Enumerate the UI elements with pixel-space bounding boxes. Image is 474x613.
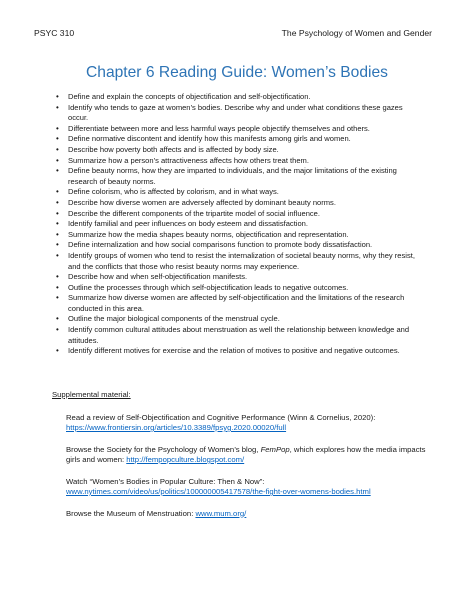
frontiers-article-link[interactable]: https://www.frontiersin.org/articles/10.3389/fpsyg.2020.00020/full: [66, 423, 287, 432]
header-course-title: The Psychology of Women and Gender: [281, 28, 432, 38]
page-title: Chapter 6 Reading Guide: Women’s Bodies: [86, 64, 388, 81]
list-item: • Summarize how diverse women are affected by self-objectification and the limitations of the research conducted in this area.: [52, 293, 422, 314]
list-item: • Define colorism, who is affected by colorism, and in what ways.: [52, 187, 422, 198]
museum-link[interactable]: www.mum.org/: [195, 508, 247, 518]
supplemental-item-museum: [66, 509, 432, 520]
supplemental-item-video: [66, 477, 432, 498]
list-item: • Describe how poverty both affects and is affected by body size.: [52, 145, 422, 156]
list-item: • Identify familial and peer influences on body esteem and dissatisfaction.: [52, 219, 422, 230]
supplemental-text: Browse the Museum of Menstruation:: [66, 508, 196, 518]
supplemental-item-review: [66, 413, 432, 434]
list-item: • Identify groups of women who tend to resist the internalization of societal beauty norms, why they resist, and the conflicts that those who resist beauty norms may experience.: [52, 251, 422, 272]
list-item: • Identify common cultural attitudes about menstruation as well the relationship between knowledge and attitudes.: [52, 325, 422, 346]
list-item: • Describe how and when self-objectification manifests.: [52, 272, 422, 283]
objectives-list: [52, 92, 422, 357]
list-item: • Define internalization and how social comparisons function to promote body dissatisfaction.: [52, 240, 422, 251]
supplemental-section: [52, 390, 432, 530]
list-item: • Differentiate between more and less harmful ways people objectify themselves and others.: [52, 124, 422, 135]
supplemental-text: Read a review of Self-Objectification and Cognitive Performance (Winn & Cornelius, 2020):: [66, 412, 376, 422]
fempop-blog-link[interactable]: http://fempopculture.blogspot.com/: [126, 455, 245, 464]
list-item: • Define beauty norms, how they are imparted to individuals, and the major limitations of the existing research of beauty norms.: [52, 166, 422, 187]
list-item: • Summarize how the media shapes beauty norms, objectification and representation.: [52, 230, 422, 241]
list-item: • Define and explain the concepts of objectification and self-objectification.: [52, 92, 422, 103]
list-item: • Summarize how a person’s attractiveness affects how others treat them.: [52, 156, 422, 167]
list-item: • Describe how diverse women are adversely affected by dominant beauty norms.: [52, 198, 422, 209]
supplemental-heading: Supplemental material:: [52, 390, 131, 399]
list-item: • Identify different motives for exercise and the relation of motives to positive and negative outcomes.: [52, 346, 422, 357]
list-item: • Define normative discontent and identify how this manifests among girls and women.: [52, 134, 422, 145]
supplemental-text: , which explores how the media impacts girls and women:: [66, 444, 426, 464]
supplemental-text: Watch “Women’s Bodies in Popular Culture: Then & Now”:: [66, 476, 265, 486]
header-course-code: PSYC 310: [34, 28, 75, 38]
nytimes-video-link[interactable]: www.nytimes.com/video/us/politics/100000005417578/the-fight-over-womens-bodies.html: [66, 487, 371, 496]
list-item: • Describe the different components of the tripartite model of social influence.: [52, 209, 422, 220]
blog-name: FemPop: [260, 444, 290, 454]
list-item: • Outline the major biological components of the menstrual cycle.: [52, 314, 422, 325]
list-item: • Outline the processes through which self-objectification leads to negative outcomes.: [52, 283, 422, 294]
supplemental-text: Browse the Society for the Psychology of Women’s blog,: [66, 444, 261, 454]
list-item: • Identify who tends to gaze at women’s bodies. Describe why and under what conditions these gazes occur.: [52, 103, 422, 124]
supplemental-item-blog: [66, 445, 432, 466]
